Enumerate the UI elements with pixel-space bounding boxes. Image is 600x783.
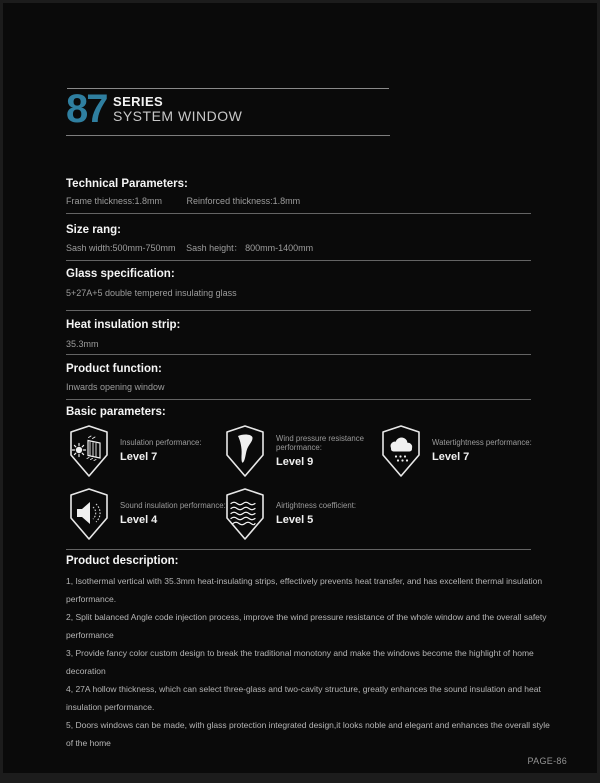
- badge-text: [432, 438, 546, 464]
- section-divider: [66, 310, 531, 311]
- watertightness-icon: [378, 424, 424, 478]
- series-label: SERIES: [113, 94, 164, 109]
- badge-level: Level 5: [276, 513, 314, 526]
- sash-height-value: Sash height： 800mm-1400mm: [186, 243, 314, 253]
- header-rule-top: [67, 88, 389, 89]
- section-heading-product-function: Product function:: [66, 363, 162, 375]
- description-item: 1, Isothermal vertical with 35.3mm heat-insulating strips, effectively prevents heat transfer, and has excellent thermal insulation performance.: [66, 576, 543, 604]
- badge-level: Level 7: [432, 450, 470, 463]
- series-title-block: [113, 95, 242, 124]
- section-divider: [66, 399, 531, 400]
- description-item: 4, 27A hollow thickness, which can select three-glass and two-cavity structure, greatly enhances the sound insulation and heat insulation performance.: [66, 684, 541, 712]
- badge-level: Level 4: [120, 513, 158, 526]
- section-divider: [66, 260, 531, 261]
- section-divider: [66, 213, 531, 214]
- badge-sound-insulation: [66, 487, 234, 541]
- heat-strip-value: 35.3mm: [66, 339, 99, 349]
- badge-level: Level 7: [120, 450, 158, 463]
- section-heading-product-description: Product description:: [66, 555, 179, 567]
- section-value-product-function: [66, 381, 165, 393]
- description-item: 3, Provide fancy color custom design to break the traditional monotony and make the windows become the highlight of home decoration: [66, 648, 534, 676]
- section-value-glass-specification: [66, 287, 237, 299]
- badge-insulation-performance: [66, 424, 234, 478]
- description-item: 2, Split balanced Angle code injection process, improve the wind pressure resistance of the whole window and the overall safety performance: [66, 612, 547, 640]
- series-number: 87: [66, 87, 107, 131]
- section-heading-basic-parameters: Basic parameters:: [66, 406, 166, 418]
- badge-label: Wind pressure resistance performance:: [276, 433, 364, 452]
- badge-wind-pressure-resistance: [222, 424, 390, 478]
- airtightness-icon: [222, 487, 268, 541]
- section-divider: [66, 354, 531, 355]
- frame-thickness-value: Frame thickness:1.8mm: [66, 196, 163, 206]
- badge-airtightness: [222, 487, 390, 541]
- page-number: PAGE-86: [527, 756, 567, 766]
- insulation-performance-icon: [66, 424, 112, 478]
- badge-text: [276, 501, 390, 527]
- badge-text: [120, 501, 234, 527]
- section-heading-heat-insulation-strip: Heat insulation strip:: [66, 319, 181, 331]
- section-heading-technical-parameters: Technical Parameters:: [66, 178, 188, 190]
- badge-label: Airtightness coefficient:: [276, 501, 357, 511]
- section-heading-glass-specification: Glass specification:: [66, 268, 175, 280]
- header-rule-bottom: [66, 135, 390, 136]
- section-value-heat-insulation-strip: [66, 338, 99, 350]
- section-value-technical-parameters: [66, 195, 300, 207]
- badge-text: [276, 434, 390, 469]
- wind-pressure-resistance-icon: [222, 424, 268, 478]
- description-item: 5, Doors windows can be made, with glass protection integrated design,it looks noble and elegant and enhances the overall style of the home: [66, 720, 550, 748]
- badge-level: Level 9: [276, 455, 314, 468]
- section-value-size-range: [66, 242, 313, 254]
- glass-spec-value: 5+27A+5 double tempered insulating glass: [66, 288, 237, 298]
- badge-label: Watertightness performance:: [432, 438, 532, 448]
- sash-width-value: Sash width:500mm-750mm: [66, 243, 176, 253]
- product-function-value: Inwards opening window: [66, 382, 165, 392]
- badge-text: [120, 438, 234, 464]
- badge-label: Insulation performance:: [120, 438, 202, 448]
- badge-label: Sound insulation performance:: [120, 501, 226, 511]
- reinforced-thickness-value: Reinforced thickness:1.8mm: [186, 196, 301, 206]
- series-subtitle: SYSTEM WINDOW: [113, 108, 243, 124]
- section-heading-size-range: Size rang:: [66, 224, 121, 236]
- section-divider: [66, 549, 531, 550]
- sound-insulation-icon: [66, 487, 112, 541]
- badge-watertightness: [378, 424, 546, 478]
- product-description-body: [66, 572, 554, 752]
